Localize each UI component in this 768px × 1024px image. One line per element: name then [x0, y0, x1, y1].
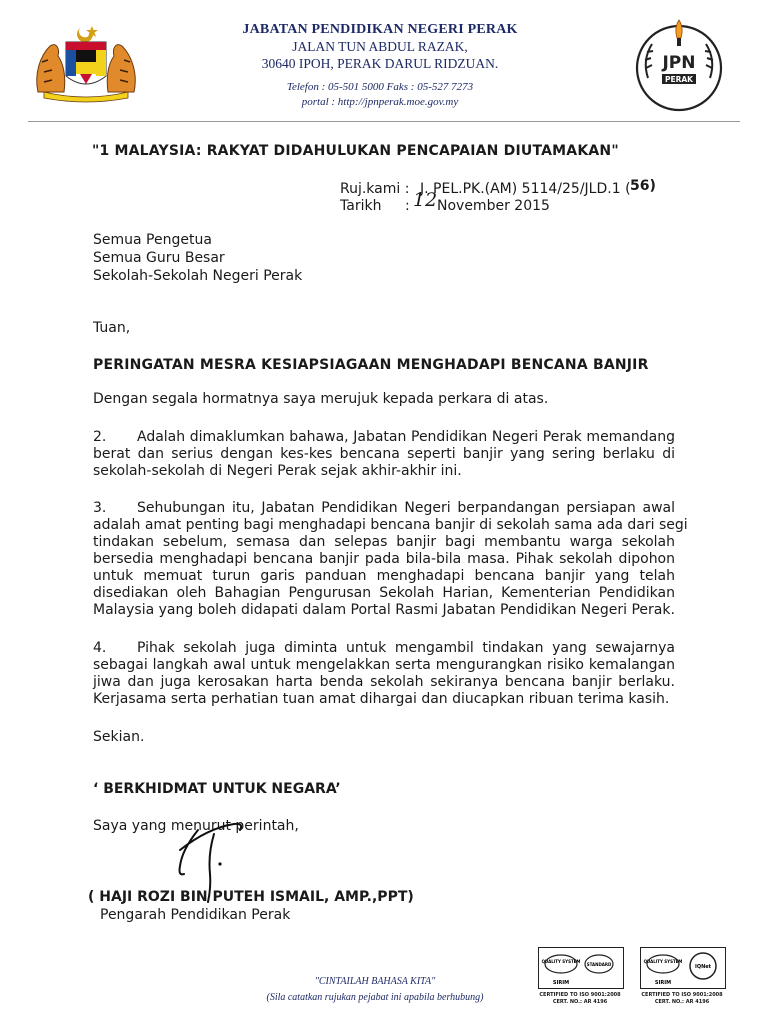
paragraph-4-line: jiwa dan juga kerosakan harta benda sekolah sekiranya bencana banjir berlaku. — [93, 674, 675, 690]
paragraph-3-line: disediakan oleh Bahagian Pengurusan Sekolah Harian, Kementerian Pendidikan — [93, 585, 675, 601]
footer-note: (Sila catatkan rujukan pejabat ini apabila berhubung) — [266, 992, 484, 1003]
date-colon: : — [405, 198, 410, 214]
logo-perak-text: PERAK — [664, 75, 694, 84]
paragraph-4-line: Kerjasama serta perhatian tuan amat dihargai dan diucapkan ribuan terima kasih. — [93, 691, 670, 707]
paragraph-2-line: Adalah dimaklumkan bahawa, Jabatan Pendidikan Negeri Perak memandang — [137, 429, 675, 445]
recipient-line: Semua Guru Besar — [93, 250, 225, 266]
footer-slogan: "CINTAILAH BAHASA KITA" — [314, 976, 436, 987]
recipient-line: Sekolah-Sekolah Negeri Perak — [93, 268, 303, 284]
iso-certification-badge — [538, 947, 624, 989]
paragraph-2-line: berat dan serius dengan kes-kes bencana seperti banjir yang sering berlaku di — [93, 446, 675, 462]
cert-number: CERT. NO.: AR 4196 — [552, 999, 608, 1005]
order-line: Saya yang menurut perintah, — [93, 818, 299, 834]
date-month-year: November 2015 — [437, 198, 550, 214]
cert-caption: CERTIFIED TO ISO 9001:2008 — [539, 992, 621, 998]
letter-motto: "1 MALAYSIA: RAKYAT DIDAHULUKAN PENCAPAIAN DIUTAMAKAN" — [92, 143, 619, 159]
cert-caption: CERTIFIED TO ISO 9001:2008 — [641, 992, 723, 998]
header-contact: Telefon : 05-501 5000 Faks : 05-527 7273 — [286, 81, 474, 93]
cert-number: CERT. NO.: AR 4196 — [654, 999, 710, 1005]
header-address-line2: 30640 IPOH, PERAK DARUL RIDZUAN. — [261, 56, 499, 71]
paragraph-2-line: sekolah-sekolah di Negeri Perak sejak akhir-akhir ini. — [93, 463, 462, 479]
date-handwritten-day: 12 — [413, 189, 438, 211]
svg-text:JPN: JPN — [662, 53, 696, 73]
cert-quality-text: QUALITY SYSTEM — [541, 959, 581, 964]
header-address-line1: JALAN TUN ABDUL RAZAK, — [292, 39, 468, 54]
paragraph-3-line: untuk memuat turun garis panduan menghadapi bencana banjir yang telah — [93, 568, 675, 584]
signer-title: Pengarah Pendidikan Perak — [100, 907, 291, 923]
ref-label: Ruj.kami : — [340, 181, 410, 197]
signer-name: ( HAJI ROZI BIN PUTEH ISMAIL, AMP.,PPT) — [88, 889, 414, 905]
letter-subject: PERINGATAN MESRA KESIAPSIAGAAN MENGHADAPI BENCANA BANJIR — [93, 357, 649, 373]
cert-sirim-text: SIRIM — [654, 980, 672, 986]
cert-iqnet-text: IQNet — [694, 964, 712, 970]
recipient-line: Semua Pengetua — [93, 232, 212, 248]
header-portal: portal : http://jpnperak.moe.gov.my — [301, 96, 459, 108]
paragraph-number: 3. — [93, 500, 107, 516]
cert-sirim-text: SIRIM — [552, 980, 570, 986]
header-organisation: JABATAN PENDIDIKAN NEGERI PERAK — [242, 22, 518, 37]
jpn-perak-logo — [628, 16, 730, 116]
paragraph-3-line: Malaysia yang boleh didapati dalam Portal Rasmi Jabatan Pendidikan Negeri Perak. — [93, 602, 675, 618]
header-divider — [28, 121, 740, 122]
paragraph-3-line: tindakan sebelum, semasa dan selepas banjir bagi membantu warga sekolah — [93, 534, 675, 550]
paragraph-3-line: adalah amat penting bagi menghadapi bencana banjir di sekolah sama ada dari segi — [93, 517, 688, 533]
paragraph-4-line: sebagai langkah awal untuk mengelakkan serta mengurangkan risiko kemalangan — [93, 657, 675, 673]
paragraph-number: 4. — [93, 640, 107, 656]
service-slogan: ‘ BERKHIDMAT UNTUK NEGARA’ — [93, 781, 341, 797]
coat-of-arms-logo — [30, 22, 142, 104]
intro-paragraph: Dengan segala hormatnya saya merujuk kepada perkara di atas. — [93, 391, 549, 407]
salutation: Tuan, — [93, 320, 131, 336]
paragraph-number: 2. — [93, 429, 107, 445]
date-label: Tarikh — [340, 198, 382, 214]
paragraph-3-line: bersedia menghadapi bencana banjir pada bila-bila masa. Pihak sekolah dipohon — [93, 551, 675, 567]
paragraph-4-line: Pihak sekolah juga diminta untuk mengambil tindakan yang sewajarnya — [137, 640, 675, 656]
cert-quality-text: QUALITY SYSTEM — [643, 959, 683, 964]
ref-value: J. PEL.PK.(AM) 5114/25/JLD.1 ( — [420, 181, 631, 197]
ref-handwritten-number: 56) — [630, 178, 656, 194]
cert-standard-text: STANDARD — [586, 962, 612, 967]
paragraph-3-line: Sehubungan itu, Jabatan Pendidikan Negeri berpandangan persiapan awal — [137, 500, 675, 516]
iqnet-certification-badge — [640, 947, 726, 989]
closing-line: Sekian. — [93, 729, 145, 745]
